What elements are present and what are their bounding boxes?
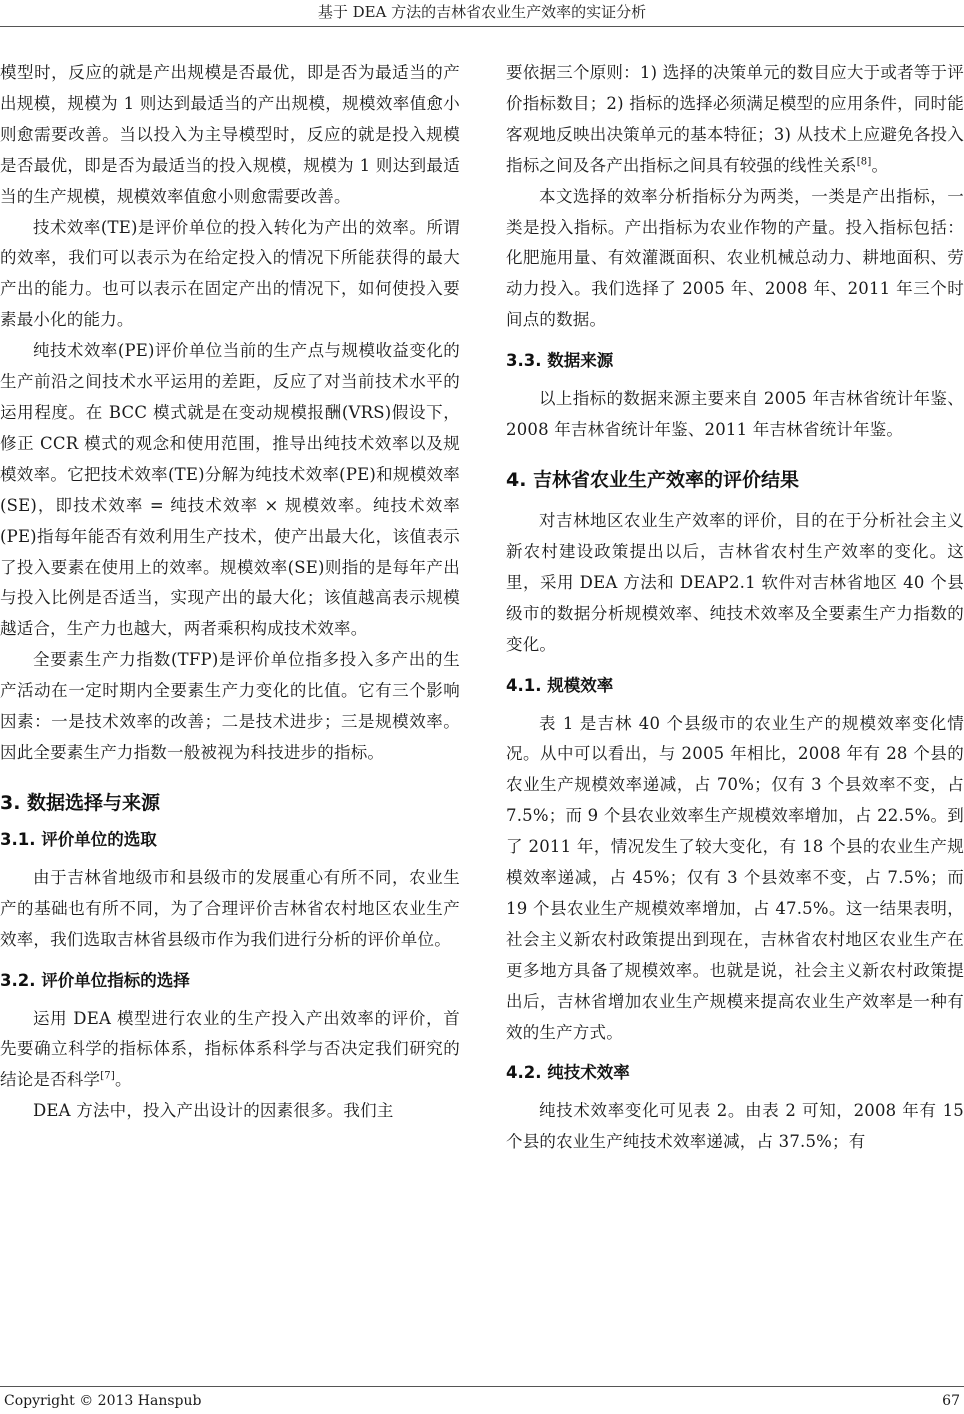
paragraph-principles	[506, 58, 964, 182]
citation-7: [7]	[100, 1070, 115, 1082]
section-heading-4: 4. 吉林省农业生产效率的评价结果	[506, 468, 800, 491]
paragraph-indicator-system	[0, 1004, 460, 1097]
paragraph-pure-technical-efficiency: 纯技术效率(PE)评价单位当前的生产点与规模收益变化的生产前沿之间技术水平运用的差距，反应了对当前技术水平的运用程度。在 BCC 模式就是在变动规模报酬(VRS)假设下，修正 CCR 模式的观念和使用范围，推导出纯技术效率以及规模效率。它把技术效率(TE)分解为纯技术效率(PE)和规模效率(SE)，即技术效率 = 纯技术效率 × 规模效率。纯技术效率(PE)指每年能否有效利用生产技术，使产出最大化，该值表示了投入要素在使用上的效率。规模效率(SE)则指的是每年产出与投入比例是否适当，实现产出的最大化；该值越高表示规模越适合，生产力也越大，两者乘积构成技术效率。	[0, 341, 460, 639]
section-heading-3-3: 3.3. 数据来源	[506, 351, 614, 371]
paragraph-technical-efficiency: 技术效率(TE)是评价单位的投入转化为产出的效率。所谓的效率，我们可以表示为在给定投入的情况下所能获得的最大产出的能力。也可以表示在固定产出的情况下，如何使投入要素最小化的能力。	[0, 217, 460, 330]
paragraph-scale-efficiency-results: 表 1 是吉林 40 个县级市的农业生产的规模效率变化情况。从中可以看出，与 2005 年相比，2008 年有 28 个县的农业生产规模效率递减，占 70%；仅有 3 个县效率不变，占 7.5%；而 9 个县农业效率生产规模效率增加，占 22.5%。到了 2011 年，情况发生了较大变化，有 18 个县的农业生产规模效率递减，占 45%；仅有 3 个县效率不变，占 7.5%；而 19 个县农业生产规模效率增加，占 47.5%。这一结果表明，社会主义新农村政策提出到现在，吉林省农村地区农业生产在更多地方具备了规模效率。也就是说，社会主义新农村政策提出后，吉林省增加农业生产规模来提高农业生产效率是一种有效的生产方式。	[506, 713, 964, 1042]
section-heading-4-2: 4.2. 纯技术效率	[506, 1063, 630, 1083]
header-rule	[0, 26, 964, 27]
copyright: Copyright © 2013 Hanspub	[4, 1393, 202, 1409]
paragraph-evaluation-intro: 对吉林地区农业生产效率的评价，目的在于分析社会主义新农村建设政策提出以后，吉林省农村生产效率的变化。这里，采用 DEA 方法和 DEAP2.1 软件对吉林省地区 40 个县级市的数据分析规模效率、纯技术效率及全要素生产力指数的变化。	[506, 510, 964, 654]
paragraph-end: 。	[871, 155, 889, 175]
page-number: 67	[942, 1393, 960, 1409]
paragraph-tfp: 全要素生产力指数(TFP)是评价单位指多投入多产出的生产活动在一定时期内全要素生产力变化的比值。它有三个影响因素：一是技术效率的改善；二是技术进步；三是规模效率。因此全要素生产力指数一般被视为科技进步的指标。	[0, 650, 460, 762]
running-header: 基于 DEA 方法的吉林省农业生产效率的实证分析	[317, 3, 647, 21]
citation-8: [8]	[856, 156, 872, 168]
paragraph-indicators: 本文选择的效率分析指标分为两类，一类是产出指标，一类是投入指标。产出指标为农业作物的产量。投入指标包括：化肥施用量、有效灌溉面积、农业机械总动力、耕地面积、劳动力投入。我们选择了 2005 年、2008 年、2011 年三个时间点的数据。	[506, 186, 964, 330]
section-heading-3-2: 3.2. 评价单位指标的选择	[0, 970, 190, 990]
paragraph-text: 要依据三个原则：1) 选择的决策单元的数目应大于或者等于评价指标数目；2) 指标的选择必须满足模型的应用条件，同时能客观地反映出决策单元的基本特征；3) 从技术上应避免各投入指标之间及各产出指标之间具有较强的线性关系	[506, 63, 964, 175]
paragraph-unit-selection: 由于吉林省地级市和县级市的发展重心有所不同，农业生产的基础也有所不同，为了合理评价吉林省农村地区农业生产效率，我们选取吉林省县级市作为我们进行分析的评价单位。	[0, 867, 460, 949]
paragraph-text: 运用 DEA 模型进行农业的生产投入产出效率的评价，首先要确立科学的指标体系，指标体系科学与否决定我们研究的结论是否科学	[0, 1008, 460, 1090]
section-heading-3: 3. 数据选择与来源	[0, 791, 161, 814]
paragraph-end: 。	[114, 1070, 132, 1090]
section-heading-3-1: 3.1. 评价单位的选取	[0, 829, 157, 849]
paragraph-pure-tech-results: 纯技术效率变化可见表 2。由表 2 可知，2008 年有 15 个县的农业生产纯技术效率递减，占 37.5%；有	[506, 1101, 964, 1152]
paragraph-scale-efficiency-cont: 模型时，反应的就是产出规模是否最优，即是否为最适当的产出规模，规模为 1 则达到最适当的产出规模，规模效率值愈小则愈需要改善。当以投入为主导模型时，反应的就是投入规模是否最优，即是否为最适当的投入规模，规模为 1 则达到最适当的生产规模，规模效率值愈小则愈需要改善。	[0, 63, 460, 206]
left-column	[0, 58, 460, 1127]
paragraph-data-source: 以上指标的数据来源主要来自 2005 年吉林省统计年鉴、2008 年吉林省统计年鉴、2011 年吉林省统计年鉴。	[506, 389, 964, 440]
section-heading-4-1: 4.1. 规模效率	[506, 675, 614, 695]
paragraph-dea-factors: DEA 方法中，投入产出设计的因素很多。我们主	[33, 1101, 394, 1121]
right-column	[506, 58, 964, 1158]
footer-rule	[0, 1386, 964, 1387]
